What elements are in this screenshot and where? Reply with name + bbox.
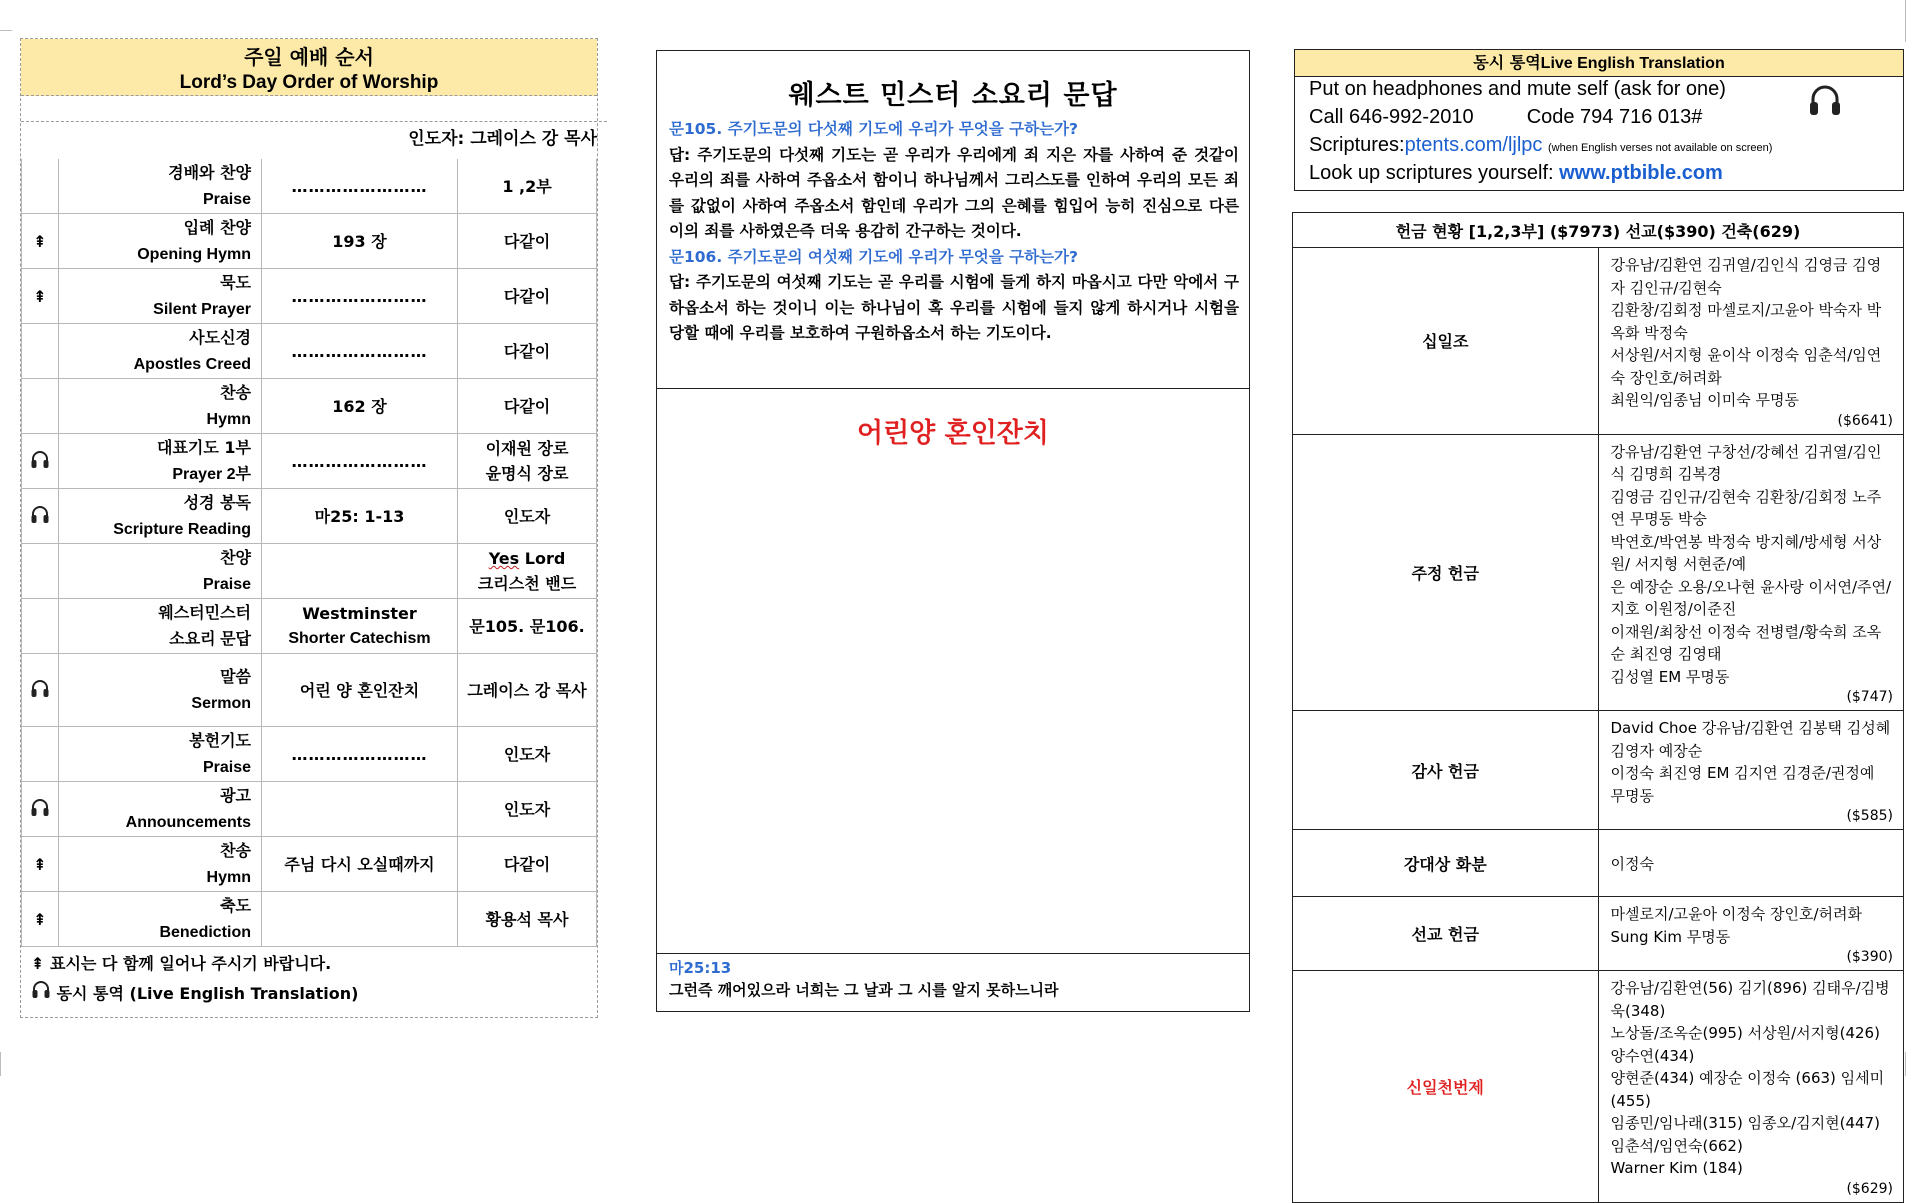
- order-title-korean: 주일 예배 순서: [244, 45, 374, 69]
- row-right-cell: [458, 269, 597, 324]
- row-icon-cell: [22, 544, 59, 599]
- lookup-link[interactable]: www.ptbible.com: [1559, 162, 1723, 184]
- stand-icon: ⇞: [33, 909, 47, 929]
- sermon-title: 어린양 혼인잔치: [857, 418, 1049, 449]
- row-right: 다같이: [503, 854, 551, 874]
- offering-names-line: 강유남/김환연(56) 김기(896) 김태우/김병욱(348): [1610, 979, 1890, 1020]
- offering-names-line: 마셀로지/고윤아 이정숙 장인호/허려화 Sung Kim 무명동: [1610, 905, 1862, 946]
- call-code: Code 794 716 013#: [1526, 106, 1703, 128]
- row-right-cell: [458, 654, 597, 727]
- row-right-cell: [458, 782, 597, 837]
- offering-row: [1293, 971, 1904, 1203]
- row-middle-cell: [262, 727, 458, 782]
- row-name-english: Sermon: [191, 695, 251, 712]
- row-name-english: 소요리 문답: [169, 631, 251, 648]
- row-name-korean: 웨스터민스터: [158, 603, 251, 622]
- row-name-korean: 찬송: [220, 383, 251, 402]
- offering-amount: ($629): [1846, 1180, 1893, 1197]
- offering-table: [1292, 212, 1904, 1203]
- offering-names-cell: [1598, 830, 1904, 897]
- row-right: 인도자: [503, 799, 551, 819]
- offering-names-line: 임종민/임나래(315) 임종오/김지현(447) 임춘석/임연숙(662): [1610, 1114, 1880, 1155]
- offering-names-line: 노상돌/조옥순(995) 서상원/서지형(426) 양수연(434): [1610, 1024, 1880, 1065]
- row-icon-cell: [22, 269, 59, 324]
- catechism-title: 웨스트 민스터 소요리 문답: [788, 80, 1118, 111]
- offering-row: [1293, 830, 1904, 897]
- offering-names-line: 이정숙 최진영 EM 김지연 김경준/권정예 무명동: [1610, 764, 1875, 805]
- row-icon-cell: [22, 379, 59, 434]
- row-middle-cell: [262, 214, 458, 269]
- row-middle: 어린 양 혼인잔치: [299, 680, 420, 700]
- call-line: [1309, 106, 1702, 129]
- offering-names-line: 김환창/김회정 마셀로지/고윤아 박숙자 박옥화 박정숙: [1610, 301, 1882, 342]
- row-middle-cell: [262, 599, 458, 654]
- row-name-korean: 경배와 찬양: [168, 163, 251, 182]
- question-105: 문105. 주기도문의 다섯째 기도에 우리가 무엇을 구하는가?: [669, 120, 1079, 138]
- order-table: [21, 159, 597, 947]
- offering-names-line: 박연호/박연봉 박정숙 방지혜/방세형 서상원/ 서지형 서현준/예: [1610, 532, 1882, 573]
- translation-box: [1294, 49, 1904, 191]
- row-name-english: Hymn: [206, 869, 251, 886]
- row-middle: 162 장: [332, 396, 387, 416]
- row-name-cell: [59, 782, 262, 837]
- offering-names-line: 서상원/서지형 윤이삭 이정숙 임춘석/임연숙 장인호/허려화: [1610, 346, 1882, 387]
- order-row: [22, 837, 597, 892]
- row-right-cell: [458, 727, 597, 782]
- row-middle: ……………………: [291, 176, 428, 196]
- row-middle-cell: [262, 434, 458, 489]
- row-name-english: Praise: [202, 191, 251, 208]
- offering-names-cell: [1598, 711, 1904, 830]
- scriptures-line: [1309, 134, 1772, 157]
- row-name-english: Praise: [202, 576, 251, 593]
- order-row: [22, 269, 597, 324]
- offering-names-line: David Choe 강유남/김환연 김봉택 김성혜 김영자 예장순: [1610, 719, 1891, 760]
- order-row: [22, 544, 597, 599]
- catechism-panel: [656, 50, 1250, 1012]
- row-middle: ……………………: [291, 341, 428, 361]
- row-middle: 193 장: [332, 231, 387, 251]
- row-right: 황용석 목사: [485, 909, 569, 929]
- worship-leader: 인도자: 그레이스 강 목사: [21, 121, 607, 160]
- row-name-english: Hymn: [206, 411, 251, 428]
- offering-names-line: 최원익/임종님 이미숙 무명동: [1610, 391, 1799, 409]
- answer-105: 답: 주기도문의 다섯째 기도는 곧 우리가 우리에게 죄 지은 자를 사하여 준 것같이 우리의 죄를 사하여 주옵소서 함이니 하나님께서 그리스도를 인하여 우리의 모든 죄를 값없이 사하여 주옵소서 함인데 우리가 그의 은혜를 힘입어 능히 진심으로 다른 이의 죄를 사하였은즉 더욱 용감히 간구하는 것이다.: [669, 145, 1239, 240]
- row-middle-cell: [262, 324, 458, 379]
- row-middle: 주님 다시 오실때까지: [284, 854, 435, 874]
- offering-amount: ($747): [1846, 689, 1893, 705]
- offering-header: 헌금 현황 [1,2,3부] ($7973) 선교($390) 건축(629): [1293, 213, 1904, 248]
- offering-panel: [1292, 212, 1904, 1203]
- row-middle: 마25: 1-13: [314, 506, 405, 526]
- row-right: 1 ,2부: [502, 176, 552, 196]
- scriptures-label: Scriptures:: [1309, 134, 1405, 156]
- order-row: [22, 599, 597, 654]
- row-name-cell: [59, 892, 262, 947]
- offering-category: 신일천번제: [1293, 971, 1599, 1203]
- row-right-cell: [458, 159, 597, 214]
- answer-106: 답: 주기도문의 여섯째 기도는 곧 우리를 시험에 들게 하지 마옵시고 다만 악에서 구하옵소서 하는 것이니 이는 하나님이 혹 우리를 시험에 들지 않게 하시거나 시험을 당할 때에 우리를 보호하여 구원하옵소서 하는 기도이다.: [669, 273, 1239, 342]
- row-icon-cell: [22, 654, 59, 727]
- headphones-icon: [30, 683, 50, 702]
- row-name-cell: [59, 269, 262, 324]
- row-right: 다같이: [503, 286, 551, 306]
- order-row: [22, 379, 597, 434]
- row-name-cell: [59, 159, 262, 214]
- row-name-cell: [59, 324, 262, 379]
- offering-amount: ($390): [1846, 949, 1893, 965]
- row-name-cell: [59, 727, 262, 782]
- row-name-english: Announcements: [125, 814, 251, 831]
- stand-icon: ⇞: [31, 954, 45, 973]
- row-middle: ……………………: [291, 744, 428, 764]
- offering-names-cell: [1598, 248, 1904, 435]
- order-row: [22, 159, 597, 214]
- row-name-english: Apostles Creed: [133, 356, 251, 373]
- row-icon-cell: [22, 434, 59, 489]
- offering-row: [1293, 897, 1904, 971]
- offering-names-line: Warner Kim (184): [1610, 1159, 1743, 1177]
- verse-reference: 마25:13: [669, 959, 732, 977]
- row-name-korean: 사도신경: [189, 328, 251, 347]
- divider: [657, 953, 1249, 954]
- offering-category: 십일조: [1293, 248, 1599, 435]
- translation-header-korean: 동시 통역: [1473, 53, 1541, 72]
- row-right-cell: [458, 599, 597, 654]
- order-row: [22, 489, 597, 544]
- row-name-korean: 광고: [220, 786, 251, 805]
- offering-row: [1293, 248, 1904, 435]
- row-right-cell: [458, 434, 597, 489]
- row-name-cell: [59, 654, 262, 727]
- row-name-korean: 대표기도 1부: [157, 438, 251, 457]
- row-name-cell: [59, 489, 262, 544]
- row-name-cell: [59, 599, 262, 654]
- lookup-label: Look up scriptures yourself:: [1309, 162, 1554, 184]
- row-name-cell: [59, 379, 262, 434]
- offering-category: 선교 헌금: [1293, 897, 1599, 971]
- row-name-english: Opening Hymn: [137, 246, 251, 263]
- call-number: Call 646-992-2010: [1309, 106, 1474, 128]
- row-middle: Westminster: [302, 604, 417, 623]
- row-right-cell: [458, 544, 597, 599]
- row-icon-cell: [22, 727, 59, 782]
- stand-icon: ⇞: [33, 231, 47, 251]
- row-right-cell: [458, 489, 597, 544]
- order-header: [21, 39, 597, 96]
- row-name-korean: 입례 찬양: [183, 218, 251, 237]
- order-row: [22, 434, 597, 489]
- verse-text: 그런즉 깨어있으라 너희는 그 날과 그 시를 알지 못하느니라: [669, 981, 1059, 999]
- row-middle-english: Shorter Catechism: [288, 630, 431, 647]
- offering-amount: ($585): [1846, 808, 1893, 824]
- row-right-cell: [458, 379, 597, 434]
- catechism-qa: [669, 117, 1239, 347]
- row-name-korean: 봉헌기도: [189, 731, 251, 750]
- row-right: 그레이스 강 목사: [467, 680, 587, 700]
- row-icon-cell: [22, 837, 59, 892]
- row-name-korean: 묵도: [220, 273, 251, 292]
- row-name-cell: [59, 837, 262, 892]
- order-row: [22, 654, 597, 727]
- row-right: 다같이: [503, 341, 551, 361]
- row-middle-cell: [262, 782, 458, 837]
- row-icon-cell: [22, 782, 59, 837]
- offering-names-cell: [1598, 897, 1904, 971]
- translation-header: [1295, 50, 1903, 77]
- stand-icon: ⇞: [33, 286, 47, 306]
- row-right-cell: [458, 214, 597, 269]
- offering-names-line: 김성열 EM 무명동: [1610, 667, 1730, 686]
- question-106: 문106. 주기도문의 여섯째 기도에 우리가 무엇을 구하는가?: [669, 247, 1079, 266]
- row-name-korean: 축도: [220, 896, 251, 915]
- row-icon-cell: [22, 324, 59, 379]
- row-right: 인도자: [503, 506, 551, 526]
- row-name-korean: 찬송: [220, 841, 251, 860]
- offering-names-line: 김영금 김인규/김현숙 김환창/김회정 노주연 무명동 박숭: [1610, 487, 1882, 528]
- row-name-english: Benediction: [159, 924, 251, 941]
- row-name-cell: [59, 214, 262, 269]
- row-right: 문105. 문106.: [469, 616, 585, 636]
- order-title-english: Lord’s Day Order of Worship: [179, 72, 439, 93]
- row-right: Yes Lord: [488, 549, 566, 568]
- row-icon-cell: [22, 214, 59, 269]
- divider: [657, 388, 1249, 389]
- row-name-english: Prayer 2부: [172, 466, 251, 483]
- row-right-cell: [458, 892, 597, 947]
- row-middle-cell: [262, 544, 458, 599]
- row-icon-cell: [22, 599, 59, 654]
- offering-category: 주정 헌금: [1293, 434, 1599, 711]
- row-right: 인도자: [503, 744, 551, 764]
- legend-headphones-text: 동시 통역 (Live English Translation): [56, 984, 359, 1003]
- row-name-korean: 찬양: [220, 548, 251, 567]
- order-row: [22, 214, 597, 269]
- headphones-icon: [31, 984, 51, 1003]
- row-middle-cell: [262, 159, 458, 214]
- offering-names-line: 이재원/최창선 이정숙 전병렬/황숙희 조옥순 최진영 김영태: [1610, 622, 1882, 663]
- stand-icon: ⇞: [33, 854, 47, 874]
- row-icon-cell: [22, 159, 59, 214]
- row-right-cell: [458, 324, 597, 379]
- legend-stand-text: 표시는 다 함께 일어나 주시기 바랍니다.: [49, 954, 332, 973]
- offering-row: [1293, 711, 1904, 830]
- offering-names-cell: [1598, 434, 1904, 711]
- row-right: 다같이: [503, 396, 551, 416]
- headphones-instruction: Put on headphones and mute self (ask for one): [1309, 78, 1726, 100]
- row-middle: ……………………: [291, 286, 428, 306]
- headphones-icon: [30, 454, 50, 473]
- row-name-english: Praise: [202, 759, 251, 776]
- row-name-korean: 성경 봉독: [183, 493, 251, 512]
- lookup-line: [1309, 162, 1723, 185]
- row-right-cell: [458, 837, 597, 892]
- offering-row: [1293, 434, 1904, 711]
- row-name-english: Scripture Reading: [113, 521, 251, 538]
- row-middle: ……………………: [291, 451, 428, 471]
- row-middle-cell: [262, 892, 458, 947]
- row-middle-cell: [262, 837, 458, 892]
- row-name-korean: 말씀: [220, 667, 251, 686]
- row-name-english: Silent Prayer: [153, 301, 251, 318]
- scriptures-note: (when English verses not available on screen): [1548, 142, 1773, 154]
- scriptures-link[interactable]: ptents.com/ljlpc: [1404, 134, 1543, 156]
- row-name-cell: [59, 544, 262, 599]
- order-legend: [31, 949, 358, 1009]
- headphones-icon: [30, 802, 50, 821]
- row-middle-cell: [262, 379, 458, 434]
- order-row: [22, 892, 597, 947]
- offering-category: 감사 헌금: [1293, 711, 1599, 830]
- offering-names-line: 양현준(434) 예장순 이정숙 (663) 임세미(455): [1610, 1069, 1885, 1110]
- order-row: [22, 324, 597, 379]
- order-row: [22, 782, 597, 837]
- row-name-cell: [59, 434, 262, 489]
- row-right: 다같이: [503, 231, 551, 251]
- headphones-icon: [30, 509, 50, 528]
- row-icon-cell: [22, 892, 59, 947]
- order-row: [22, 727, 597, 782]
- offering-amount: ($6641): [1837, 412, 1893, 429]
- offering-names-line: 이정숙: [1610, 854, 1654, 873]
- offering-names-cell: [1598, 971, 1904, 1203]
- offering-category: 강대상 화분: [1293, 830, 1599, 897]
- offering-names-line: 강유남/김환연 김귀열/김인식 김영금 김영자 김인규/김현숙: [1610, 256, 1882, 297]
- row-right-second: 크리스천 밴드: [477, 574, 577, 593]
- row-middle-cell: [262, 489, 458, 544]
- row-right-second: 윤명식 장로: [485, 464, 569, 483]
- row-right: 이재원 장로: [485, 439, 569, 458]
- row-middle-cell: [262, 269, 458, 324]
- translation-header-english: Live English Translation: [1540, 55, 1725, 72]
- order-of-worship-panel: [20, 38, 598, 1018]
- offering-names-line: 강유남/김환연 구창선/강혜선 김귀열/김인식 김명희 김복경: [1610, 442, 1882, 483]
- row-icon-cell: [22, 489, 59, 544]
- headphones-icon: [1807, 82, 1843, 122]
- row-middle-cell: [262, 654, 458, 727]
- offering-names-line: 은 예장순 오용/오나현 윤사랑 이서연/주연/지호 이원정/이준진: [1610, 577, 1892, 618]
